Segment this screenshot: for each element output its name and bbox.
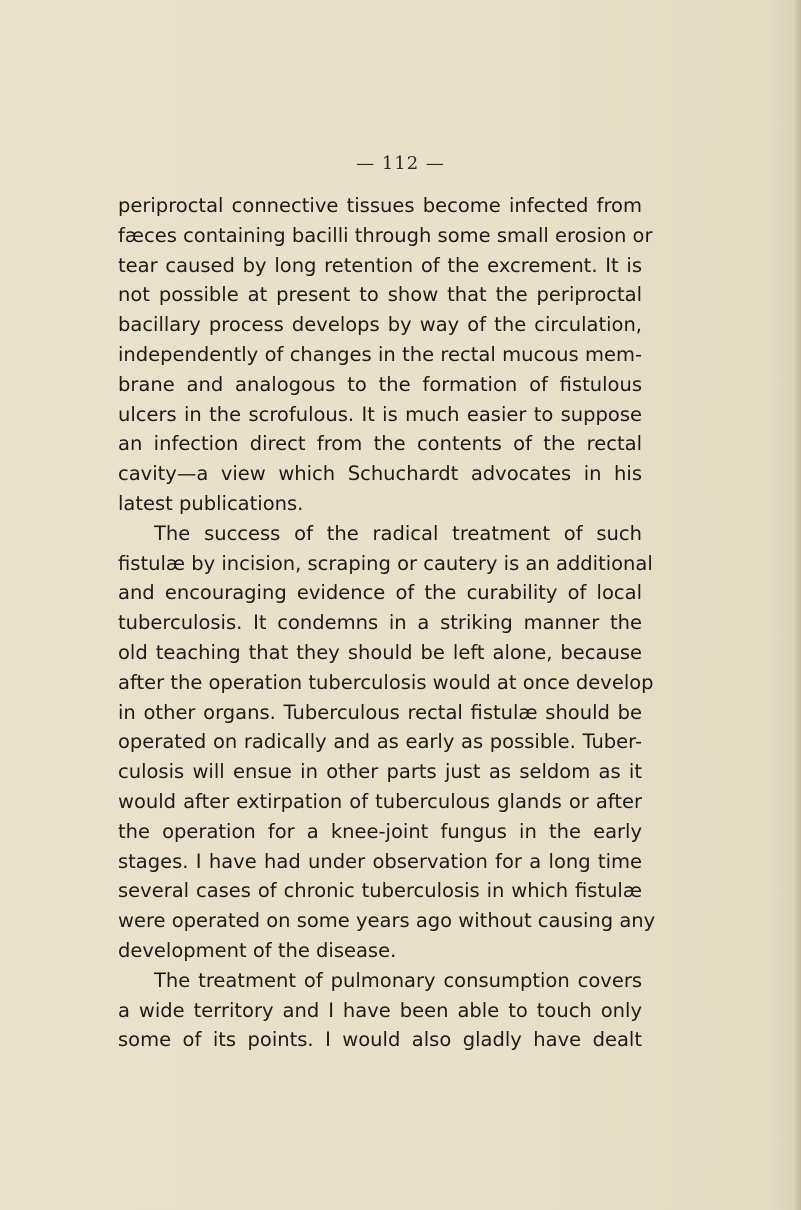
text-line: brane and analogous to the formation of fistulous [118,372,642,396]
text-line: cavity—a view which Schuchardt advocates in his [118,462,642,486]
paragraph-start-line: The success of the radical treatment of such [154,521,642,545]
text-line: fistulæ by incision, scraping or cautery is an additional [118,551,653,575]
text-line: operated on radically and as early as possible. Tuber- [118,730,642,754]
text-line: independently of changes in the rectal mucous mem- [118,342,642,366]
text-line: an infection direct from the contents of the rectal [118,432,642,456]
text-line: tear caused by long retention of the excrement. It is [118,253,642,277]
page-number: — 112 — [356,153,445,174]
text-line: in other organs. Tuberculous rectal fistulæ should be [118,700,642,724]
text-line: would after extirpation of tuberculous glands or after [118,789,642,813]
text-line: a wide territory and I have been able to touch only [118,998,642,1022]
paragraph-end-line: development of the disease. [118,938,397,962]
text-line: were operated on some years ago without causing any [118,909,656,933]
text-line: ulcers in the scrofulous. It is much easier to suppose [118,402,642,426]
paragraph-end-line: latest publications. [118,491,304,515]
body-text [118,191,656,1055]
text-line: culosis will ensue in other parts just as seldom as it [118,760,642,784]
text-line: tuberculosis. It condemns in a striking manner the [118,611,642,635]
text-line: fæces containing bacilli through some small erosion or [118,223,653,247]
text-line: bacillary process develops by way of the circulation, [118,313,642,337]
text-line: several cases of chronic tuberculosis in which fistulæ [118,879,642,903]
paragraph-start-line: The treatment of pulmonary consumption covers [154,968,642,992]
text-line: not possible at present to show that the periproctal [118,283,642,307]
text-line: stages. I have had under observation for a long time [118,849,642,873]
text-line: periproctal connective tissues become infected from [118,194,642,217]
text-line: some of its points. I would also gladly have dealt [118,1028,642,1052]
text-line: and encouraging evidence of the curability of local [118,581,642,605]
text-line: the operation for a knee-joint fungus in the early [118,819,642,843]
text-line: old teaching that they should be left alone, because [118,640,642,664]
page-edge-shadow [793,0,801,1210]
text-line: after the operation tuberculosis would at once develop [118,670,654,694]
